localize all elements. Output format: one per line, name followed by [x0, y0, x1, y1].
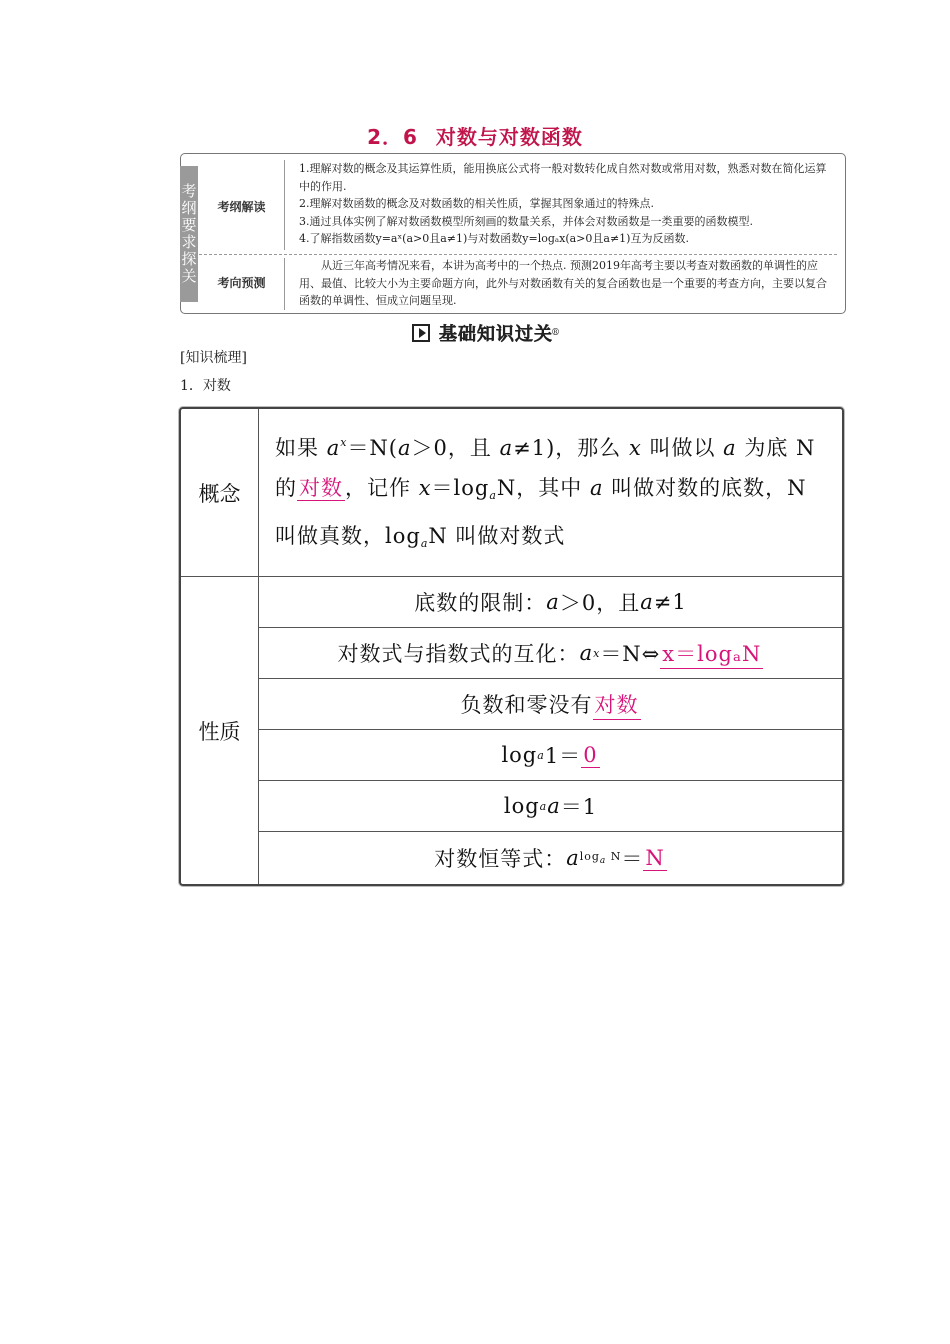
- divider-horizontal: [199, 254, 837, 255]
- log-base: a: [489, 489, 497, 502]
- property-text: log: [503, 794, 540, 818]
- property-text: log: [501, 743, 538, 767]
- concept-row: [181, 409, 842, 577]
- property-text: ＝N⇔: [600, 642, 661, 666]
- property-text: 对数恒等式：: [434, 847, 567, 871]
- item-heading: 1．对数: [180, 378, 231, 394]
- log-base: a: [420, 537, 429, 550]
- answer-blank: 对数: [299, 476, 343, 500]
- answer-blank: x＝logₐN: [660, 638, 763, 669]
- answer-blank: N: [645, 845, 665, 870]
- interpretation-item: 1.理解对数的概念及其运算性质，能用换底公式将一般对数转化成自然对数或常用对数，熟悉对数在简化运算中的作用.: [299, 162, 827, 193]
- concept-text: ＝N(: [347, 436, 399, 460]
- property-text: ＞0，且: [559, 591, 641, 615]
- page-title: [0, 121, 950, 150]
- side-tab-char: 关: [181, 267, 197, 285]
- divider-vertical: [284, 258, 285, 310]
- section-banner: [412, 322, 560, 344]
- side-tab-char: 求: [181, 233, 197, 251]
- side-tab-char: 考: [181, 182, 197, 200]
- concept-text: 为底 N 的: [275, 436, 816, 500]
- property-text: 底数的限制：: [414, 591, 547, 615]
- divider-vertical: [284, 160, 285, 250]
- property-text: 负数和零没有: [460, 693, 593, 717]
- var-a: a: [546, 590, 560, 614]
- property-negative-zero: [259, 679, 842, 730]
- var-a: a: [589, 476, 604, 500]
- interpretation-item: 2.理解对数函数的概念及对数函数的相关性质，掌握其图象通过的特殊点.: [299, 197, 654, 210]
- var-a: a: [398, 436, 412, 460]
- concept-text: ＝log: [431, 476, 490, 500]
- log-base: a: [539, 799, 548, 813]
- banner-mark: ®: [551, 328, 560, 338]
- side-tab-char: 要: [181, 216, 197, 234]
- syllabus-side-tab: [180, 166, 198, 302]
- concept-text: N，其中: [496, 476, 590, 500]
- var-x: x: [418, 476, 432, 500]
- property-base-limit: [259, 577, 842, 628]
- concept-label: 概念: [181, 409, 259, 576]
- properties-label: 性质: [181, 577, 259, 884]
- property-identity: [259, 832, 842, 884]
- answer-blank: 对数: [593, 689, 641, 720]
- interpretation-text: [299, 160, 837, 248]
- properties-row: [181, 577, 842, 884]
- section-number: 2．6: [367, 125, 418, 149]
- section-title-text: 对数与对数函数: [435, 125, 583, 149]
- forecast-paragraph: 从近三年高考情况来看，本讲为高考中的一个热点. 预测2019年高考主要以考查对数函数的单调性的应用、最值、比较大小为主要命题方向，此外与对数函数有关的复合函数也是一个重要的考查方向，主要以复合函数的单调性、恒成立问题呈现.: [299, 259, 827, 307]
- concept-text: ＞0，且: [411, 436, 500, 460]
- exp-log: log: [579, 850, 600, 863]
- concept-text: 叫做对数的底数，N 叫做真数，log: [275, 476, 807, 548]
- side-tab-char: 纲: [181, 199, 197, 217]
- exp-log-arg: N: [606, 850, 622, 863]
- property-text: 1＝: [544, 744, 582, 768]
- concept-text: 叫做以: [641, 436, 724, 460]
- exp-x: x: [340, 436, 348, 449]
- properties-list: [259, 577, 842, 884]
- var-x: x: [628, 436, 642, 460]
- banner-text: 基础知识过关: [439, 324, 553, 345]
- concept-definition: [259, 409, 842, 576]
- var-a: a: [640, 590, 654, 614]
- logarithm-table: [179, 407, 844, 886]
- var-a: a: [326, 436, 341, 460]
- concept-text: ，记作: [345, 476, 419, 500]
- forecast-label: 考向预测: [217, 276, 266, 290]
- concept-text: N 叫做对数式: [428, 524, 566, 548]
- play-icon: [412, 324, 430, 342]
- property-text: ≠1: [653, 590, 687, 614]
- side-tab-char: 探: [181, 250, 197, 268]
- var-a: a: [547, 794, 561, 818]
- interpretation-item: 4.了解指数函数y=aˣ(a>0且a≠1)与对数函数y=logₐx(a>0且a≠1)互为反函数.: [299, 232, 689, 245]
- forecast-text: [299, 257, 837, 310]
- property-log-one: [259, 730, 842, 781]
- exp-log-base: a: [599, 856, 607, 866]
- interpretation-item: 3.通过具体实例了解对数函数模型所刻画的数量关系，并体会对数函数是一类重要的函数模型.: [299, 214, 753, 228]
- property-text: ＝1: [560, 795, 598, 819]
- exp-x: x: [593, 646, 601, 660]
- property-text: ＝: [621, 847, 644, 871]
- concept-text: ≠1)，那么: [513, 436, 629, 460]
- knowledge-heading: [知识梳理]: [180, 350, 247, 366]
- var-a: a: [723, 436, 737, 460]
- interpretation-label: 考纲解读: [217, 200, 266, 214]
- syllabus-box: [180, 153, 846, 314]
- property-conversion: [259, 628, 842, 679]
- concept-text: 如果: [275, 436, 327, 460]
- property-log-base: [259, 781, 842, 832]
- identity-exponent: [580, 850, 622, 866]
- var-a: a: [566, 846, 580, 870]
- property-text: 对数式与指数式的互化：: [337, 642, 580, 666]
- answer-blank: 0: [583, 742, 598, 767]
- var-a: a: [579, 641, 594, 665]
- var-a: a: [499, 436, 514, 460]
- log-base: a: [537, 748, 545, 762]
